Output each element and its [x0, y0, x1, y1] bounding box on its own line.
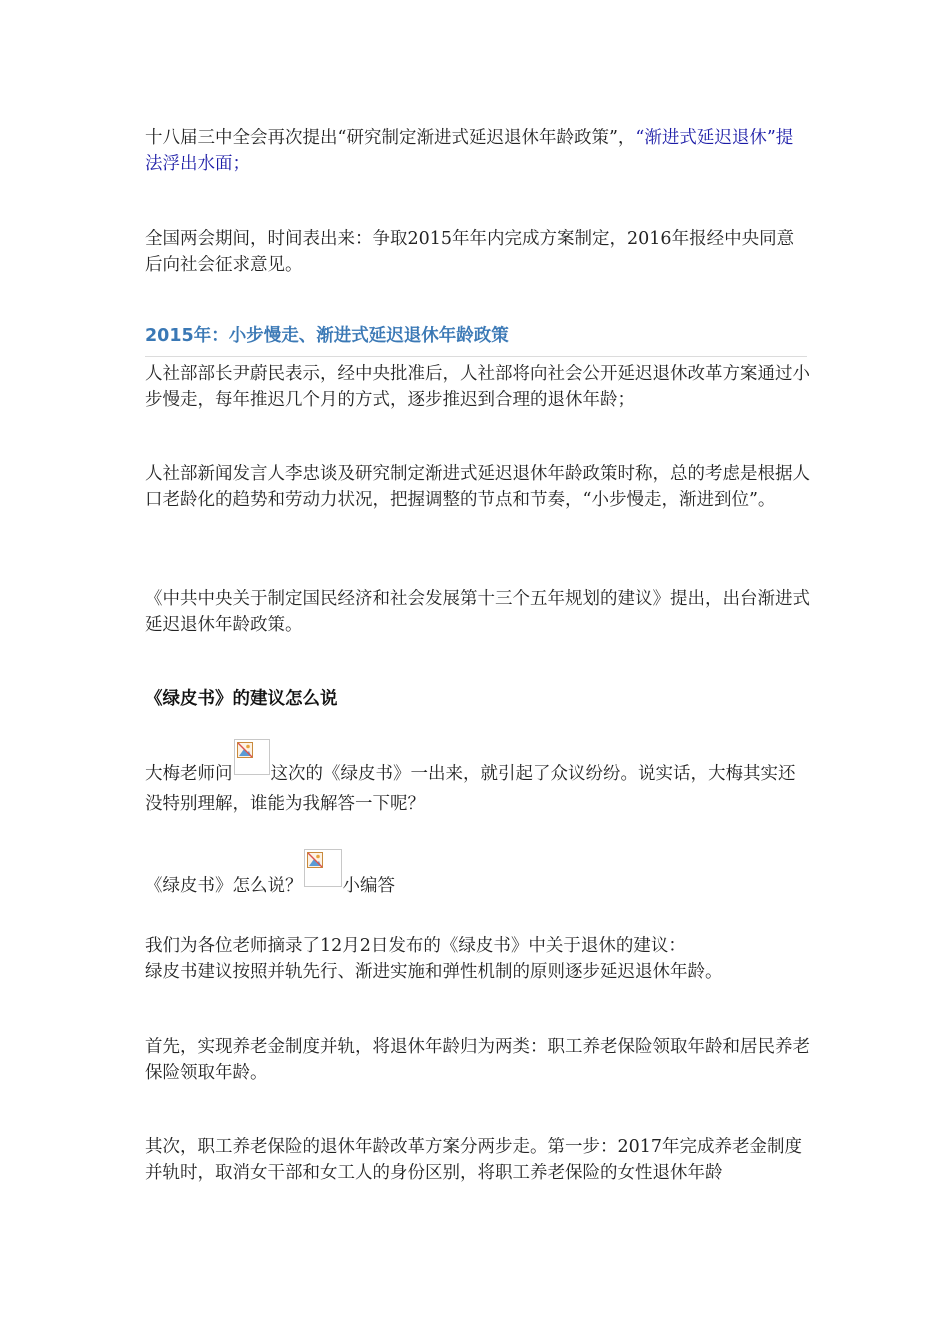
paragraph-line: 我们为各位老师摘录了12月2日发布的《绿皮书》中关于退休的建议： — [145, 936, 686, 956]
paragraph-two-sessions: 全国两会期间，时间表出来：争取2015年年内完成方案制定，2016年报经中央同意后向社会征求意见。 — [145, 229, 795, 275]
paragraph-five-year-plan: 《中共中央关于制定国民经济和社会发展第十三个五年规划的建议》提出，出台渐进式延迟退休年龄政策。 — [145, 589, 810, 635]
paragraph-first-step: 首先，实现养老金制度并轨，将退休年龄归为两类：职工养老保险领取年龄和居民养老保险领取年龄。 — [145, 1037, 810, 1083]
paragraph-text: 这次的《绿皮书》一出来，就引起了众议纷纷。说实话，大梅其实还没特别理解，谁能为我解答一下呢？ — [145, 764, 796, 814]
paragraph-third-plenum — [145, 125, 810, 177]
paragraph-excerpt — [145, 933, 810, 985]
section-divider — [145, 356, 807, 357]
section-heading-green-book: 《绿皮书》的建议怎么说 — [145, 689, 338, 709]
paragraph-text: 小编答 — [342, 876, 395, 896]
paragraph-minister-statement: 人社部部长尹蔚民表示，经中央批准后，人社部将向社会公开延迟退休改革方案通过小步慢走，每年推迟几个月的方式，逐步推迟到合理的退休年龄； — [145, 364, 810, 410]
paragraph-green-book-answer — [145, 849, 810, 899]
delayed-retirement-link[interactable]: “渐进式延迟退休”提法浮出水面； — [145, 128, 794, 174]
paragraph-line: 绿皮书建议按照并轨先行、渐进实施和弹性机制的原则逐步延迟退休年龄。 — [145, 962, 723, 982]
section-heading-2015: 2015年：小步慢走、渐进式延迟退休年龄政策 — [145, 326, 509, 346]
paragraph-text: 大梅老师问 — [145, 764, 233, 784]
broken-image-icon — [304, 849, 342, 887]
broken-image-icon — [234, 739, 270, 775]
paragraph-spokesperson: 人社部新闻发言人李忠谈及研究制定渐进式延迟退休年龄政策时称，总的考虑是根据人口老龄化的趋势和劳动力状况，把握调整的节点和节奏，“小步慢走，渐进到位”。 — [145, 464, 810, 510]
paragraph-teacher-question — [145, 739, 810, 819]
paragraph-text: 《绿皮书》怎么说？ — [145, 876, 303, 896]
paragraph-second-step: 其次，职工养老保险的退休年龄改革方案分两步走。第一步：2017年完成养老金制度并轨时，取消女干部和女工人的身份区别，将职工养老保险的女性退休年龄 — [145, 1137, 803, 1183]
paragraph-text: 十八届三中全会再次提出“研究制定渐进式延迟退休年龄政策”， — [145, 128, 636, 148]
